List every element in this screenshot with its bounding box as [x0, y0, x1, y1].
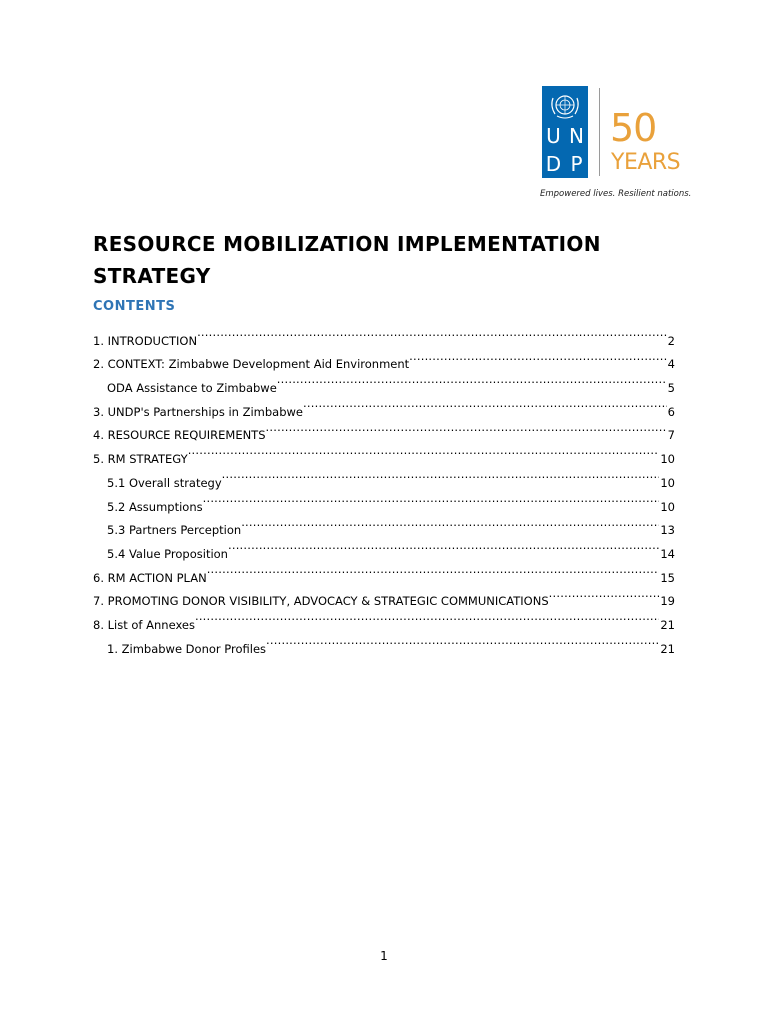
toc-entry-label: 8. List of Annexes: [93, 617, 195, 632]
logo-tagline: Empowered lives. Resilient nations.: [540, 189, 692, 199]
toc-entry-page: 13: [660, 523, 675, 538]
toc-entry-label: 1. Zimbabwe Donor Profiles: [107, 641, 267, 656]
toc-entry-label: 4. RESOURCE REQUIREMENTS: [93, 428, 266, 443]
table-of-contents: [93, 321, 675, 656]
toc-entry-page: 4: [667, 357, 675, 372]
toc-entry-page: 10: [660, 475, 675, 490]
logo-letter-d: D: [545, 152, 562, 176]
toc-entry-label: 3. UNDP's Partnerships in Zimbabwe: [93, 404, 304, 419]
toc-entry-label: 5.3 Partners Perception: [107, 523, 242, 538]
toc-dot-leader: [207, 558, 660, 582]
anniversary-label: YEARS: [611, 150, 681, 175]
toc-dot-leader: [277, 368, 667, 392]
toc-entry-page: 14: [660, 546, 675, 561]
toc-dot-leader: [266, 629, 659, 653]
un-emblem-icon: [548, 92, 582, 120]
undp-50-years-logo: [540, 86, 692, 202]
toc-entry-page: 6: [667, 404, 675, 419]
toc-dot-leader: [195, 605, 659, 629]
toc-entry-page: 15: [660, 570, 675, 585]
toc-entry-page: 21: [660, 617, 675, 632]
logo-divider: [599, 88, 600, 176]
undp-logo-box: [542, 86, 588, 178]
anniversary-number: 50: [610, 106, 657, 150]
toc-entry-page: 19: [660, 594, 675, 609]
logo-letter-p: P: [570, 152, 583, 176]
toc-dot-leader: [188, 439, 660, 463]
toc-entry-label: 6. RM ACTION PLAN: [93, 570, 207, 585]
logo-letter-u: U: [546, 124, 561, 148]
logo-letter-n: N: [569, 124, 584, 148]
toc-dot-leader: [197, 321, 667, 345]
toc-entry-label: 5. RM STRATEGY: [93, 452, 188, 467]
toc-entry-page: 21: [660, 641, 675, 656]
toc-entry-page: 5: [667, 381, 675, 396]
toc-entry-page: 10: [660, 499, 675, 514]
toc-entry-label: 5.4 Value Proposition: [107, 546, 228, 561]
toc-dot-leader: [228, 534, 659, 558]
toc-dot-leader: [222, 463, 660, 487]
toc-entry-label: ODA Assistance to Zimbabwe: [107, 381, 277, 396]
contents-heading: CONTENTS: [93, 299, 176, 314]
page-number: 1: [380, 949, 388, 963]
toc-entry-label: 7. PROMOTING DONOR VISIBILITY, ADVOCACY & STRATEGIC COMMUNICATIONS: [93, 594, 549, 609]
document-title: RESOURCE MOBILIZATION IMPLEMENTATION STRATEGY: [93, 232, 601, 288]
toc-dot-leader: [409, 345, 667, 369]
toc-entry-page: 10: [660, 452, 675, 467]
toc-dot-leader: [303, 392, 667, 416]
toc-dot-leader: [203, 487, 660, 511]
toc-entry-page: 7: [667, 428, 675, 443]
toc-dot-leader: [266, 416, 667, 440]
toc-entry-label: 5.2 Assumptions: [107, 499, 203, 514]
toc-entry-label: 1. INTRODUCTION: [93, 333, 198, 348]
toc-dot-leader: [241, 511, 659, 535]
toc-dot-leader: [549, 582, 660, 606]
toc-entry-label: 2. CONTEXT: Zimbabwe Development Aid Environment: [93, 357, 410, 372]
toc-entry-label: 5.1 Overall strategy: [107, 475, 222, 490]
toc-entry[interactable]: [93, 321, 675, 348]
toc-entry-page: 2: [667, 333, 675, 348]
